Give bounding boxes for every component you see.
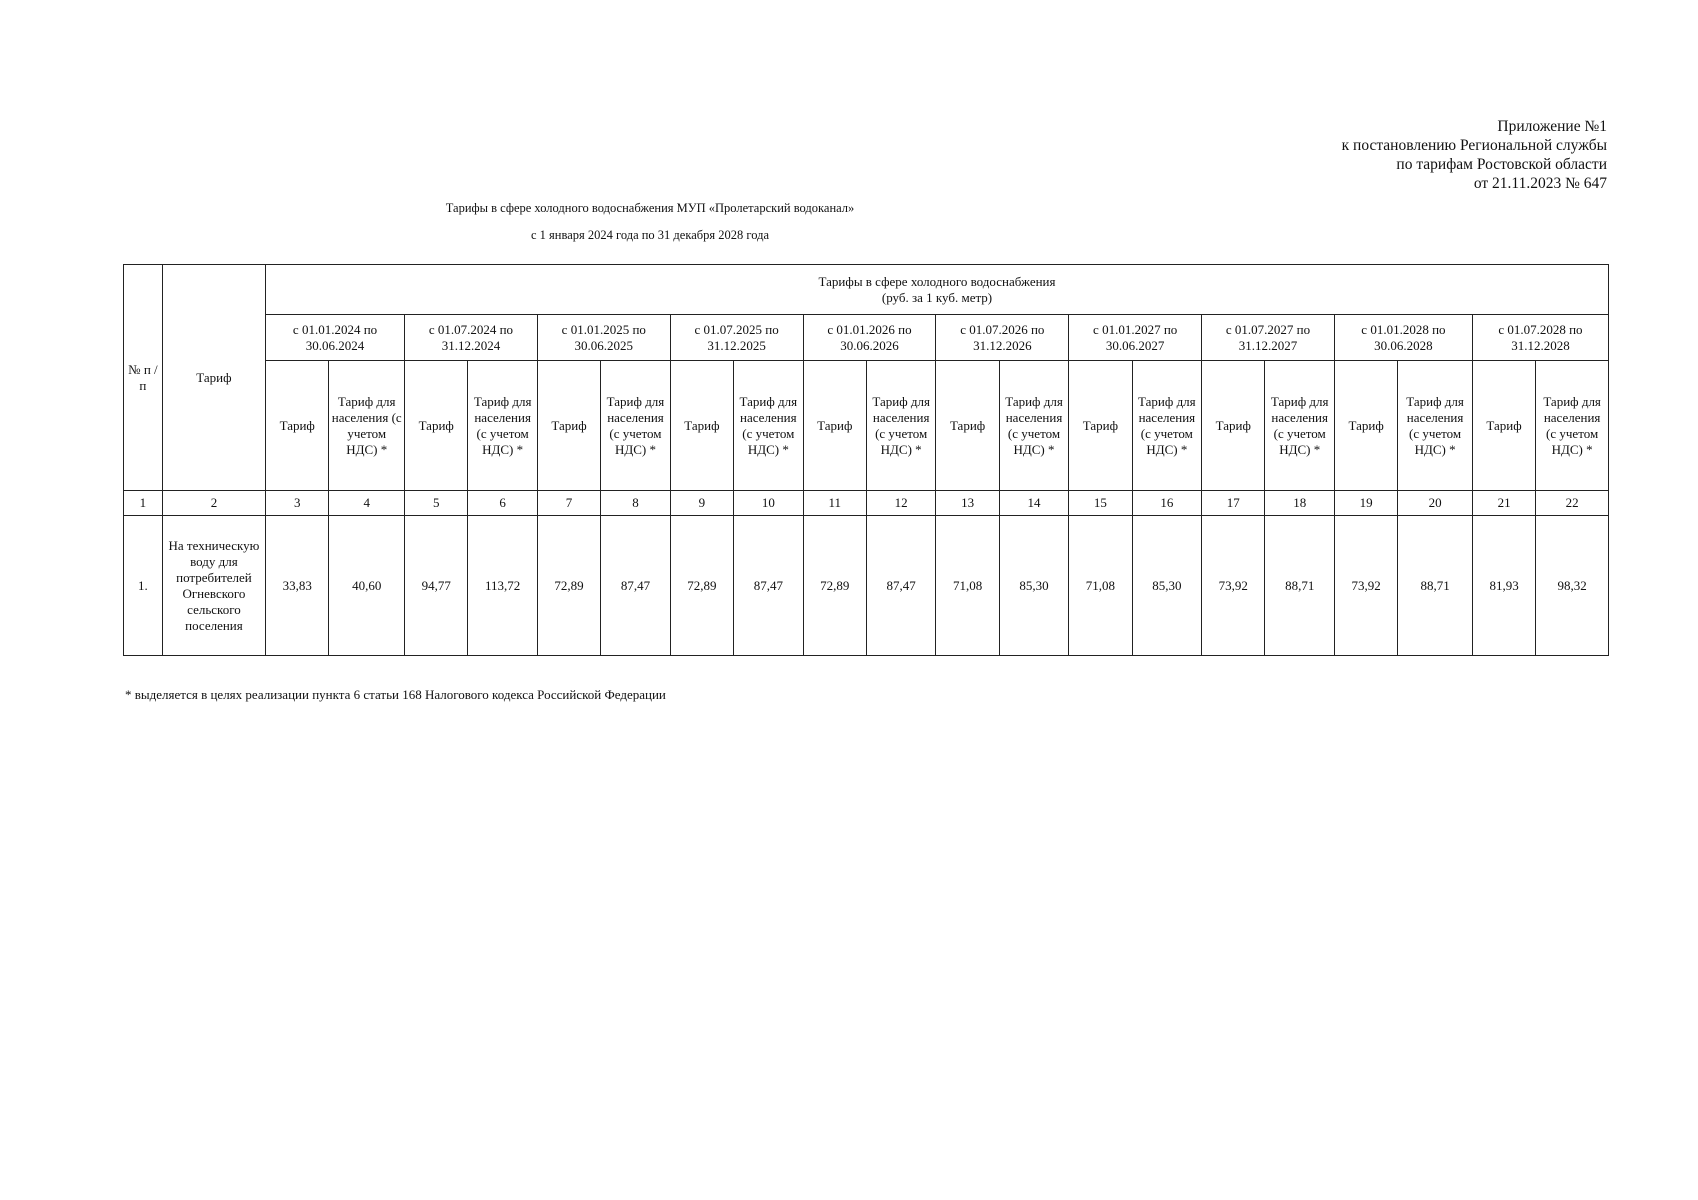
period-start: с 01.07.2027 по [1225, 321, 1311, 337]
period-header [405, 315, 538, 361]
period-start: с 01.01.2026 по [827, 321, 912, 337]
column-number: 21 [1472, 491, 1535, 516]
period-header [1334, 315, 1472, 361]
period-start: с 01.01.2024 по [292, 321, 378, 337]
period-start: с 01.01.2025 по [561, 321, 646, 337]
document-title: Тарифы в сфере холодного водоснабжения МУП «Пролетарский водоканал» [445, 201, 855, 215]
subheader-tariff: Тариф [537, 361, 600, 491]
period-start: с 01.07.2024 по [428, 321, 514, 337]
population-tariff-value: 88,71 [1398, 516, 1473, 656]
column-number: 13 [936, 491, 999, 516]
period-end: 30.06.2025 [574, 337, 634, 353]
group-header-line-2: (руб. за 1 куб. метр) [881, 289, 993, 305]
period-end: 30.06.2024 [305, 337, 365, 353]
population-tariff-value: 85,30 [999, 516, 1068, 656]
period-start: с 01.07.2028 по [1498, 321, 1583, 337]
column-number: 19 [1334, 491, 1397, 516]
period-header [1202, 315, 1335, 361]
column-number: 5 [405, 491, 468, 516]
column-number: 4 [329, 491, 405, 516]
period-header [266, 315, 405, 361]
tariffs-table [123, 264, 1609, 656]
population-tariff-value: 98,32 [1536, 516, 1609, 656]
appendix-line-1: Приложение №1 [1497, 118, 1607, 135]
period-header [670, 315, 803, 361]
footnote: * выделяется в целях реализации пункта 6 статьи 168 Налогового кодекса Российской Федерации [125, 687, 666, 702]
period-end: 30.06.2027 [1105, 337, 1165, 353]
appendix-line-3: по тарифам Ростовской области [1396, 156, 1607, 173]
table-row [124, 516, 1609, 656]
subheader-population-tariff: Тариф для населения (с учетом НДС) * [1398, 361, 1473, 491]
period-header [1069, 315, 1202, 361]
population-tariff-value: 40,60 [329, 516, 405, 656]
subheader-population-tariff: Тариф для населения (с учетом НДС) * [601, 361, 670, 491]
column-number: 10 [734, 491, 803, 516]
population-tariff-value: 113,72 [468, 516, 537, 656]
subheader-tariff: Тариф [266, 361, 329, 491]
column-number: 22 [1536, 491, 1609, 516]
period-end: 31.12.2028 [1511, 337, 1570, 353]
period-header [537, 315, 670, 361]
tariff-value: 71,08 [936, 516, 999, 656]
subheader-population-tariff: Тариф для населения (с учетом НДС) * [329, 361, 405, 491]
group-header-line-1: Тарифы в сфере холодного водоснабжения [818, 273, 1056, 289]
column-number: 16 [1132, 491, 1201, 516]
subheader-population-tariff: Тариф для населения (с учетом НДС) * [468, 361, 537, 491]
subheader-tariff: Тариф [936, 361, 999, 491]
subheader-tariff: Тариф [803, 361, 866, 491]
column-number: 15 [1069, 491, 1132, 516]
tariff-value: 81,93 [1472, 516, 1535, 656]
subheader-population-tariff: Тариф для населения (с учетом НДС) * [734, 361, 803, 491]
period-start: с 01.07.2025 по [694, 321, 779, 337]
subheader-tariff: Тариф [1334, 361, 1397, 491]
column-number: 12 [866, 491, 935, 516]
column-number: 14 [999, 491, 1068, 516]
subheader-population-tariff: Тариф для населения (с учетом НДС) * [1132, 361, 1201, 491]
column-number: 2 [162, 491, 265, 516]
column-number: 17 [1202, 491, 1265, 516]
tariff-value: 94,77 [405, 516, 468, 656]
column-number: 20 [1398, 491, 1473, 516]
tariff-header: Тариф [162, 265, 265, 491]
subheader-population-tariff: Тариф для населения (с учетом НДС) * [1265, 361, 1334, 491]
column-number: 11 [803, 491, 866, 516]
appendix-line-2: к постановлению Региональной службы [1341, 137, 1607, 154]
tariff-value: 72,89 [537, 516, 600, 656]
population-tariff-value: 88,71 [1265, 516, 1334, 656]
period-end: 31.12.2026 [973, 337, 1032, 353]
population-tariff-value: 87,47 [734, 516, 803, 656]
period-end: 31.12.2025 [707, 337, 766, 353]
period-header [936, 315, 1069, 361]
column-number: 18 [1265, 491, 1334, 516]
population-tariff-value: 85,30 [1132, 516, 1201, 656]
period-header [803, 315, 936, 361]
subheader-tariff: Тариф [670, 361, 733, 491]
subheader-population-tariff: Тариф для населения (с учетом НДС) * [1536, 361, 1609, 491]
column-number: 3 [266, 491, 329, 516]
group-header [266, 265, 1609, 315]
column-number: 7 [537, 491, 600, 516]
subheader-tariff: Тариф [1472, 361, 1535, 491]
row-name: На техническую воду для потребителей Огневского сельского поселения [162, 516, 265, 656]
subheader-population-tariff: Тариф для населения (с учетом НДС) * [866, 361, 935, 491]
document-subtitle: с 1 января 2024 года по 31 декабря 2028 года [530, 228, 769, 242]
appendix-line-4: от 21.11.2023 № 647 [1473, 175, 1607, 192]
period-end: 31.12.2024 [441, 337, 501, 353]
period-end: 30.06.2026 [840, 337, 899, 353]
tariff-value: 71,08 [1069, 516, 1132, 656]
period-header [1472, 315, 1608, 361]
period-start: с 01.01.2027 по [1093, 321, 1178, 337]
tariff-value: 72,89 [670, 516, 733, 656]
period-end: 31.12.2027 [1238, 337, 1298, 353]
period-start: с 01.07.2026 по [960, 321, 1045, 337]
tariff-value: 33,83 [266, 516, 329, 656]
period-end: 30.06.2028 [1374, 337, 1433, 353]
population-tariff-value: 87,47 [866, 516, 935, 656]
row-number: 1. [124, 516, 163, 656]
tariff-value: 73,92 [1334, 516, 1397, 656]
period-start: с 01.01.2028 по [1361, 321, 1446, 337]
subheader-tariff: Тариф [405, 361, 468, 491]
population-tariff-value: 87,47 [601, 516, 670, 656]
tariff-value: 72,89 [803, 516, 866, 656]
column-number: 8 [601, 491, 670, 516]
column-number: 6 [468, 491, 537, 516]
appendix-block [1342, 117, 1607, 193]
tariff-value: 73,92 [1202, 516, 1265, 656]
column-number: 9 [670, 491, 733, 516]
subheader-tariff: Тариф [1202, 361, 1265, 491]
num-header: № п /п [124, 265, 163, 491]
subheader-tariff: Тариф [1069, 361, 1132, 491]
column-number: 1 [124, 491, 163, 516]
subheader-population-tariff: Тариф для населения (с учетом НДС) * [999, 361, 1068, 491]
